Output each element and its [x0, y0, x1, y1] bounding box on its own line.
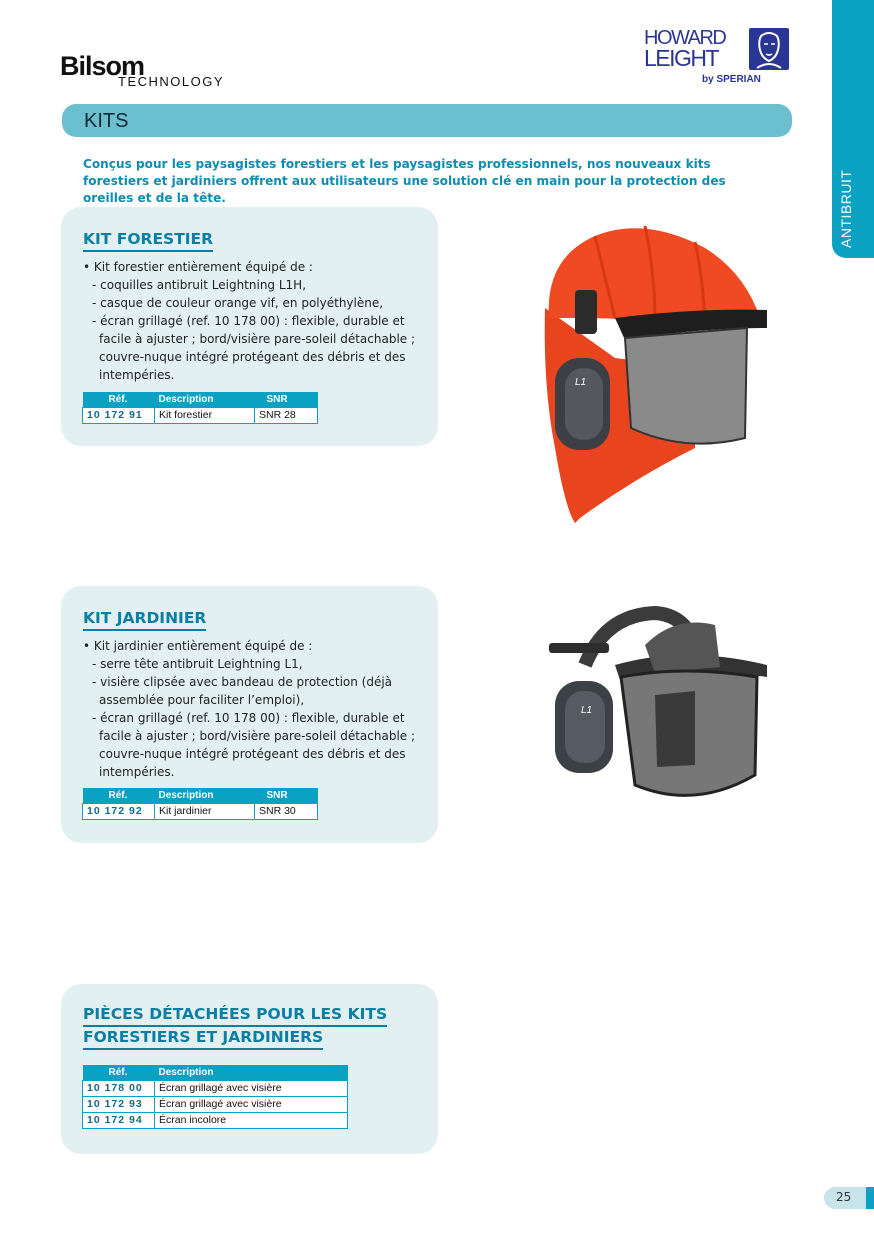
table-row	[83, 803, 318, 819]
garden-kit-image	[545, 605, 775, 814]
howard-logo-line2: LEIGHT	[644, 45, 719, 71]
earmuff-label: L1	[575, 377, 587, 388]
description-line: - écran grillagé (ref. 10 178 00) : flexible, durable et facile à ajuster ; bord/visière pare-soleil détachable ; couvre-nuque intégré protégeant des débris et des intempéries.	[92, 711, 416, 779]
howard-logo-line1: HOWARD	[644, 27, 726, 49]
description-line: - écran grillagé (ref. 10 178 00) : flexible, durable et facile à ajuster ; bord/visière pare-soleil détachable ; couvre-nuque intégré protégeant des débris et des intempéries.	[92, 314, 416, 382]
howard-face-icon	[749, 28, 789, 70]
table-cell: Écran grillagé avec visière	[155, 1080, 348, 1096]
side-tab-label: ANTIBRUIT	[838, 169, 854, 248]
section-title: KITS	[84, 110, 129, 132]
forestry-helmet-image	[535, 218, 775, 532]
kit-jardinier-title: KIT JARDINIER	[83, 607, 206, 631]
kit-forestier-table	[82, 392, 318, 424]
table-cell: 10 178 00	[83, 1080, 155, 1096]
pieces-title-line1: PIÈCES DÉTACHÉES POUR LES KITS	[83, 1003, 387, 1027]
page-number-accent	[866, 1187, 874, 1209]
section-title-bar	[62, 104, 792, 137]
table-cell: 10 172 94	[83, 1112, 155, 1128]
table-header: Réf.	[83, 788, 155, 803]
kit-forestier-description	[83, 258, 423, 384]
bilsom-logo-text: Bilsom	[60, 51, 145, 81]
description-line: - coquilles antibruit Leightning L1H,	[92, 278, 307, 292]
kit-forestier-title: KIT FORESTIER	[83, 228, 213, 252]
table-header: SNR	[255, 392, 318, 407]
table-cell: Kit forestier	[155, 407, 255, 423]
description-line: • Kit jardinier entièrement équipé de :	[83, 639, 313, 653]
table-cell: 10 172 92	[83, 803, 155, 819]
howard-leight-logo	[644, 28, 794, 88]
kit-jardinier-table	[82, 788, 318, 820]
page-number-tab	[824, 1187, 874, 1209]
table-row	[83, 1112, 348, 1128]
side-tab-antibruit	[832, 0, 874, 258]
bilsom-logo-subtext: TECHNOLOGY	[118, 74, 225, 89]
table-header: Réf.	[83, 1065, 155, 1080]
intro-paragraph: Conçus pour les paysagistes forestiers et les paysagistes professionnels, nos nouveaux kits forestiers et jardiniers offrent aux utilisateurs une solution clé en main pour la protection des oreilles et de la tête.	[83, 157, 726, 205]
bilsom-logo	[60, 51, 225, 89]
page-number: 25	[836, 1190, 852, 1204]
description-line: - visière clipsée avec bandeau de protection (déjà assemblée pour faciliter l’emploi),	[92, 675, 393, 707]
table-header: Réf.	[83, 392, 155, 407]
description-line: • Kit forestier entièrement équipé de :	[83, 260, 313, 274]
description-line: - casque de couleur orange vif, en polyéthylène,	[92, 296, 384, 310]
table-cell: Écran grillagé avec visière	[155, 1096, 348, 1112]
kit-jardinier-description	[83, 637, 423, 781]
kit-forestier-card	[61, 207, 438, 446]
kit-jardinier-card	[61, 586, 438, 843]
pieces-card	[61, 984, 438, 1154]
table-header: Description	[155, 392, 255, 407]
table-header: SNR	[255, 788, 318, 803]
pieces-table	[82, 1065, 348, 1129]
table-cell: SNR 30	[255, 803, 318, 819]
pieces-title-line2: FORESTIERS ET JARDINIERS	[83, 1026, 323, 1050]
description-line: - serre tête antibruit Leightning L1,	[92, 657, 303, 671]
table-cell: 10 172 91	[83, 407, 155, 423]
howard-logo-by: by SPERIAN	[702, 74, 761, 85]
table-cell: Kit jardinier	[155, 803, 255, 819]
table-cell: 10 172 93	[83, 1096, 155, 1112]
table-row	[83, 407, 318, 423]
table-row	[83, 1080, 348, 1096]
table-cell: Écran incolore	[155, 1112, 348, 1128]
earmuff-label: L1	[581, 705, 593, 716]
table-cell: SNR 28	[255, 407, 318, 423]
table-header: Description	[155, 1065, 348, 1080]
table-header: Description	[155, 788, 255, 803]
table-row	[83, 1096, 348, 1112]
